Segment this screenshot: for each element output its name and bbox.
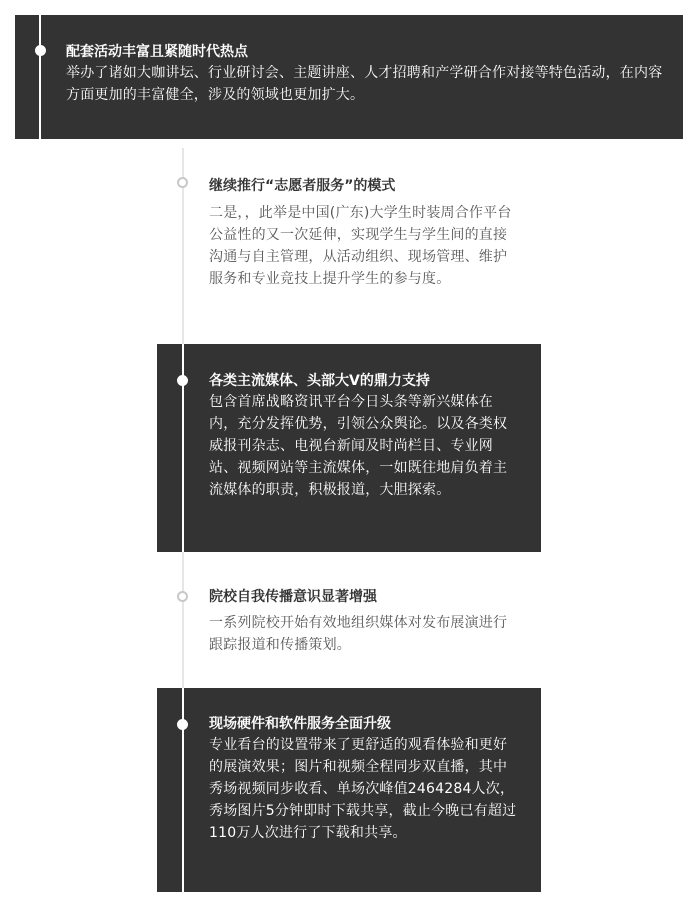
timeline-rail-1 [39,15,41,139]
entry-body: 包含首席战略资讯平台今日头条等新兴媒体在内，充分发挥优势，引领公众舆论。以及各类权威报刊杂志、电视台新闻及时尚栏目、专业网站、视频网站等主流媒体，一如既往地肩负着主流媒体的职责，积极报道，大胆探索。 [209,394,508,498]
timeline-entry-5 [209,714,521,844]
entry-title: 各类主流媒体、头部大V的鼎力支持 [209,373,430,389]
timeline-dot-icon [177,719,188,730]
entry-title: 现场硬件和软件服务全面升级 [209,716,391,732]
timeline-dot-icon [177,375,188,386]
timeline-dot-icon [35,45,46,56]
timeline-dot-icon [177,177,188,188]
entry-title: 院校自我传播意识显著增强 [209,589,377,605]
timeline-entry-3 [209,371,521,501]
timeline-entry-4 [209,587,521,656]
entry-body: 专业看台的设置带来了更舒适的观看体验和更好的展演效果；图片和视频全程同步双直播，其中秀场视频同步收看、单场次峰值2464284人次，秀场图片5分钟即时下载共享，截止今晚已有超过110万人次进行了下载和共享。 [209,737,517,841]
timeline-entry-1 [66,42,666,106]
timeline-dot-icon [177,591,188,602]
entry-title: 配套活动丰富且紧随时代热点 [66,44,248,60]
entry-body: 举办了诸如大咖讲坛、行业研讨会、主题讲座、人才招聘和产学研合作对接等特色活动，在内容方面更加的丰富健全，涉及的领域也更加扩大。 [66,65,663,103]
timeline-rail-4 [182,552,184,688]
entry-body: 一系列院校开始有效地组织媒体对发布展演进行跟踪报道和传播策划。 [209,615,508,653]
entry-title: 继续推行“志愿者服务”的模式 [209,178,396,194]
timeline-entry-2 [209,176,521,290]
entry-body: 二是，，此举是中国(广东)大学生时装周合作平台公益性的又一次延伸，实现学生与学生间的直接沟通与自主管理，从活动组织、现场管理、维护服务和专业竞技上提升学生的参与度。 [209,205,512,287]
